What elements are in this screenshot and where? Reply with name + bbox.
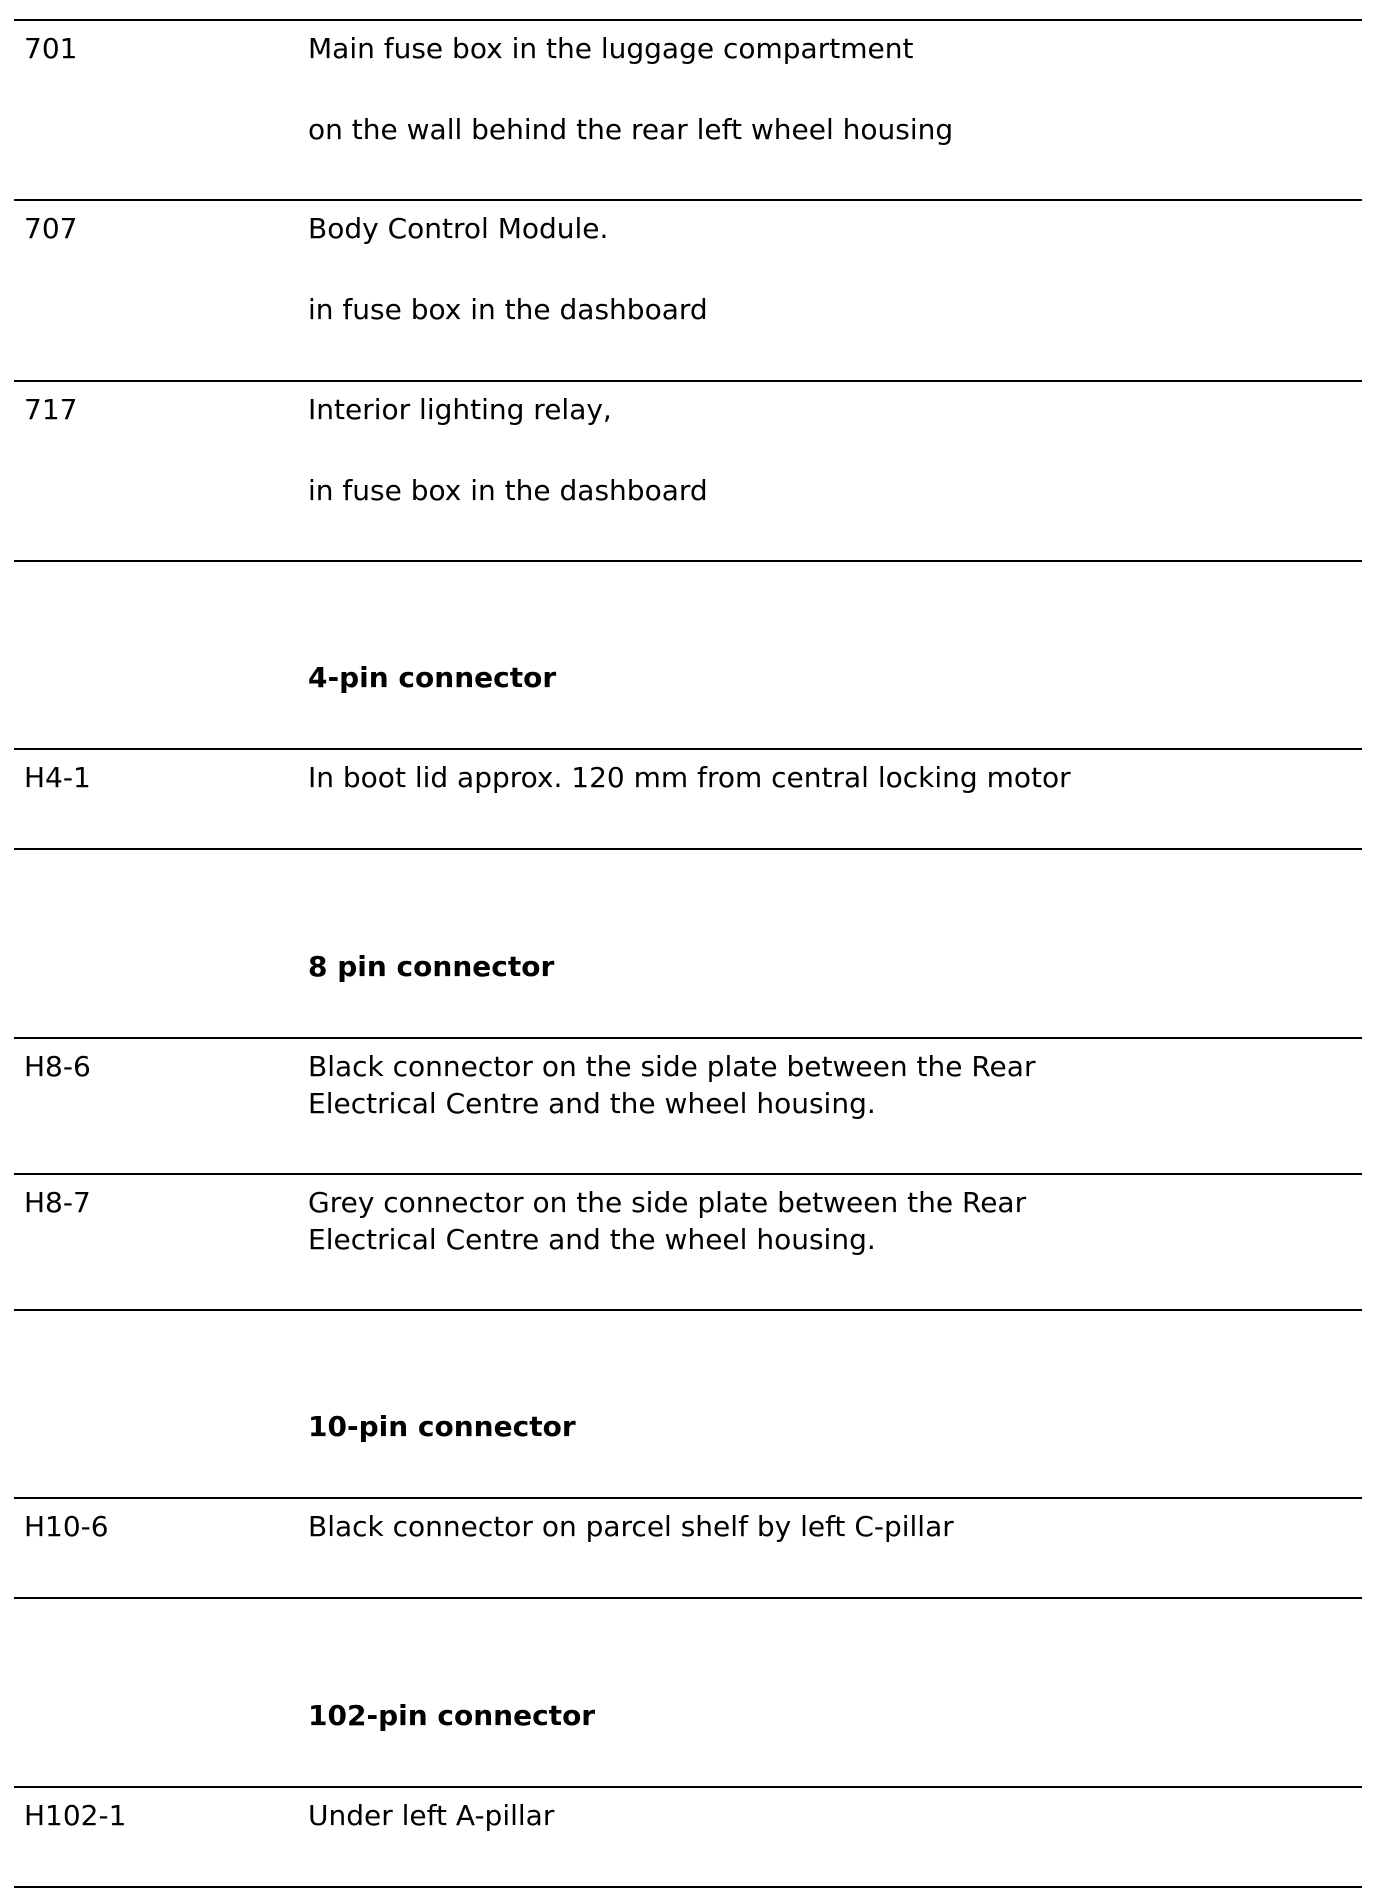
table-rule bbox=[14, 199, 1362, 201]
section-heading: 10-pin connector bbox=[308, 1410, 576, 1443]
row-description-line-2: on the wall behind the rear left wheel housing bbox=[308, 113, 954, 146]
row-code: 701 bbox=[24, 32, 78, 65]
table-rule bbox=[14, 560, 1362, 562]
row-code: H10-6 bbox=[24, 1510, 109, 1543]
row-description-line-2: Electrical Centre and the wheel housing. bbox=[308, 1087, 876, 1120]
row-description-line-1: Under left A-pillar bbox=[308, 1799, 555, 1832]
row-code: 717 bbox=[24, 393, 78, 426]
row-code: 707 bbox=[24, 212, 78, 245]
row-code: H4-1 bbox=[24, 761, 91, 794]
table-rule bbox=[14, 1597, 1362, 1599]
table-rule bbox=[14, 19, 1362, 21]
row-description-line-1: Interior lighting relay, bbox=[308, 393, 612, 426]
section-heading: 102-pin connector bbox=[308, 1699, 596, 1732]
row-description-line-2: in fuse box in the dashboard bbox=[308, 293, 708, 326]
table-rule bbox=[14, 1173, 1362, 1175]
row-description-line-1: In boot lid approx. 120 mm from central locking motor bbox=[308, 761, 1071, 794]
table-rule bbox=[14, 1786, 1362, 1788]
row-description-line-1: Main fuse box in the luggage compartment bbox=[308, 32, 914, 65]
row-description-line-1: Black connector on the side plate between the Rear bbox=[308, 1050, 1036, 1083]
row-code: H8-6 bbox=[24, 1050, 91, 1083]
section-heading: 8 pin connector bbox=[308, 950, 555, 983]
row-description-line-1: Black connector on parcel shelf by left C-pillar bbox=[308, 1510, 954, 1543]
row-code: H102-1 bbox=[24, 1799, 127, 1832]
table-rule bbox=[14, 1309, 1362, 1311]
table-rule bbox=[14, 1497, 1362, 1499]
section-heading: 4-pin connector bbox=[308, 661, 557, 694]
table-rule bbox=[14, 1037, 1362, 1039]
row-code: H8-7 bbox=[24, 1186, 91, 1219]
table-rule bbox=[14, 748, 1362, 750]
table-rule bbox=[14, 848, 1362, 850]
row-description-line-2: in fuse box in the dashboard bbox=[308, 474, 708, 507]
table-rule bbox=[14, 380, 1362, 382]
row-description-line-1: Grey connector on the side plate between the Rear bbox=[308, 1186, 1027, 1219]
row-description-line-2: Electrical Centre and the wheel housing. bbox=[308, 1223, 876, 1256]
row-description-line-1: Body Control Module. bbox=[308, 212, 609, 245]
